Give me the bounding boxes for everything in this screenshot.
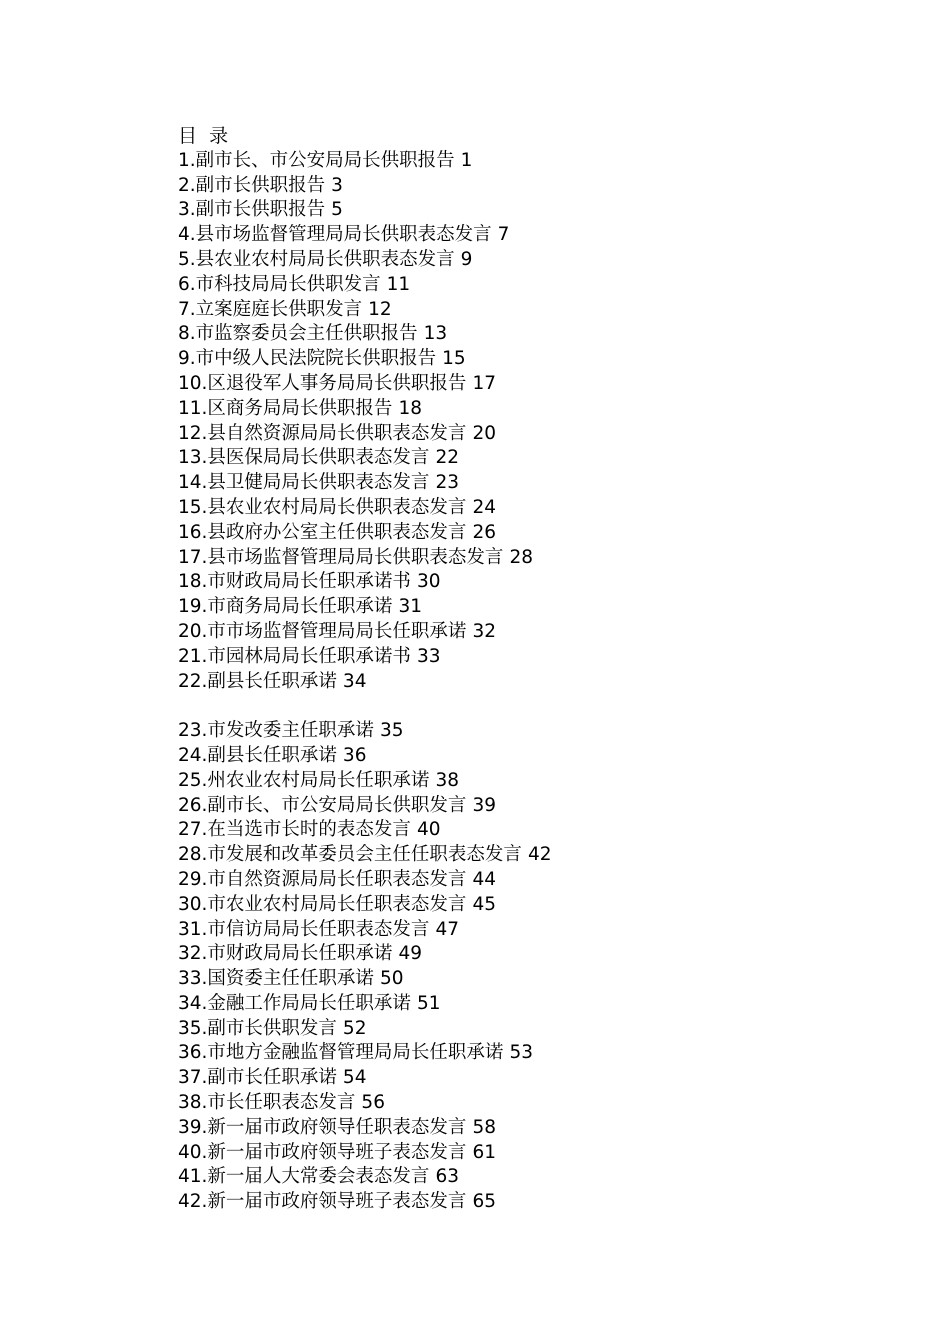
toc-entry-page-number: 31 [398,596,422,618]
toc-entry-title: 32.市财政局局长任职承诺 [178,943,393,965]
toc-entry-page-number: 28 [509,546,533,568]
toc-entry [178,223,918,248]
toc-entry [178,918,918,943]
toc-entry-page-number: 38 [435,769,459,791]
toc-entry [178,397,918,422]
toc-entry-title: 30.市农业农村局局长任职表态发言 [178,893,467,915]
toc-entry [178,422,918,447]
toc-entry-title: 31.市信访局局长任职表态发言 [178,918,430,940]
toc-entry [178,1041,918,1066]
toc-entry-page-number: 45 [472,893,496,915]
toc-entry-page-number: 40 [416,819,441,841]
toc-entry-title: 20.市市场监督管理局局长任职承诺 [178,620,467,642]
toc-entry [178,273,918,298]
toc-entry-title: 28.市发展和改革委员会主任任职表态发言 [178,844,522,866]
toc-entry-page-number: 26 [472,521,496,543]
toc-entry [178,174,918,199]
toc-entry-title: 16.县政府办公室主任供职表态发言 [178,521,467,543]
toc-entry-title: 24.副县长任职承诺 [178,744,337,766]
toc-entry-title: 35.副市长供职发言 [178,1017,337,1039]
toc-entry-title: 14.县卫健局局长供职表态发言 [178,472,430,494]
toc-entry-page-number: 9 [460,248,473,270]
table-of-contents [178,124,918,1215]
toc-entry [178,198,918,223]
toc-entry-title: 22.副县长任职承诺 [178,670,337,692]
toc-entry-page-number: 18 [398,397,422,419]
toc-entry [178,645,918,670]
toc-entry [178,1091,918,1116]
toc-entry-page-number: 54 [342,1067,367,1089]
toc-entry-page-number: 65 [472,1191,496,1213]
toc-entry-title: 1.副市长、市公安局局长供职报告 [178,149,455,171]
toc-entry-title: 25.州农业农村局局长任职承诺 [178,769,430,791]
toc-entry-title: 19.市商务局局长任职承诺 [178,596,393,618]
toc-entry-page-number: 12 [368,298,392,320]
toc-entry [178,670,918,695]
toc-entry [178,1165,918,1190]
toc-entry-title: 23.市发改委主任职承诺 [178,720,374,742]
toc-entry-title: 34.金融工作局局长任职承诺 [178,992,411,1014]
toc-entry-title: 27.在当选市长时的表态发言 [178,819,411,841]
toc-entry-title: 18.市财政局局长任职承诺书 [178,571,411,593]
toc-entry [178,1017,918,1042]
toc-entry-title: 9.市中级人民法院院长供职报告 [178,348,437,370]
toc-entry [178,471,918,496]
toc-entry-title: 10.区退役军人事务局局长供职报告 [178,372,467,394]
toc-entry-title: 4.县市场监督管理局局长供职表态发言 [178,224,492,246]
toc-entry [178,992,918,1017]
toc-entry [178,149,918,174]
toc-entry-page-number: 63 [435,1166,459,1188]
toc-entry [178,620,918,645]
toc-entry-title: 41.新一届人大常委会表态发言 [178,1166,430,1188]
toc-entry-page-number: 39 [472,794,496,816]
toc-entry-page-number: 61 [472,1141,496,1163]
toc-entry [178,595,918,620]
toc-entry-page-number: 56 [361,1092,385,1114]
toc-entry-page-number: 52 [342,1017,367,1039]
toc-entry-page-number: 7 [497,224,510,246]
toc-entry-page-number: 5 [331,199,343,221]
toc-entry-title: 29.市自然资源局局长任职表态发言 [178,868,467,890]
toc-entry [178,1141,918,1166]
toc-entry [178,967,918,992]
toc-entry [178,1190,918,1215]
toc-entry-page-number: 34 [342,670,367,692]
toc-entry-page-number: 53 [509,1042,533,1064]
toc-entry-title: 2.副市长供职报告 [178,174,326,196]
toc-entry [178,843,918,868]
toc-entry [178,248,918,273]
toc-entry-page-number: 3 [331,174,343,196]
toc-entry [178,719,918,744]
toc-entry-page-number: 50 [379,968,404,990]
toc-entry [178,1066,918,1091]
toc-entry-page-number: 42 [527,844,552,866]
toc-entry-page-number: 20 [472,422,496,444]
toc-entry [178,570,918,595]
toc-entry [178,372,918,397]
toc-entry [178,794,918,819]
toc-entry [178,347,918,372]
toc-entry-page-number: 23 [435,472,459,494]
toc-entry-title: 37.副市长任职承诺 [178,1067,337,1089]
toc-entry-title: 6.市科技局局长供职发言 [178,273,381,295]
toc-entry [178,1116,918,1141]
toc-entry-title: 21.市园林局局长任职承诺书 [178,645,411,667]
toc-entry-page-number: 11 [386,273,411,295]
toc-entry-title: 7.立案庭庭长供职发言 [178,298,363,320]
toc-entry-title: 26.副市长、市公安局局长供职发言 [178,794,467,816]
toc-entry-page-number: 36 [342,744,367,766]
toc-entry [178,496,918,521]
toc-entry [178,818,918,843]
toc-entry-title: 3.副市长供职报告 [178,199,326,221]
toc-entry-title: 33.国资委主任任职承诺 [178,968,374,990]
toc-entry-title: 12.县自然资源局局长供职表态发言 [178,422,467,444]
toc-entry-page-number: 30 [416,571,441,593]
toc-entry-page-number: 13 [423,323,448,345]
toc-entry [178,868,918,893]
toc-entry-page-number: 58 [472,1116,496,1138]
toc-entry-title: 13.县医保局局长供职表态发言 [178,447,430,469]
toc-entry-title: 42.新一届市政府领导班子表态发言 [178,1191,467,1213]
toc-entry-page-number: 32 [472,620,496,642]
toc-entry-title: 8.市监察委员会主任供职报告 [178,323,418,345]
toc-entry-page-number: 49 [398,943,422,965]
toc-entry-page-number: 22 [435,447,459,469]
toc-entry [178,322,918,347]
toc-entry [178,521,918,546]
toc-entry-title: 36.市地方金融监督管理局局长任职承诺 [178,1042,504,1064]
toc-entry-page-number: 17 [472,372,496,394]
toc-entry-page-number: 33 [416,645,441,667]
toc-entry-page-number: 15 [442,348,466,370]
toc-entry-title: 38.市长任职表态发言 [178,1092,356,1114]
toc-entry [178,942,918,967]
toc-entry-title: 40.新一届市政府领导班子表态发言 [178,1141,467,1163]
toc-entry-page-number: 35 [379,720,404,742]
toc-entry-title: 39.新一届市政府领导任职表态发言 [178,1116,467,1138]
toc-entry-page-number: 47 [435,918,459,940]
toc-entry [178,744,918,769]
toc-entry-title: 15.县农业农村局局长供职表态发言 [178,496,467,518]
toc-entry-title: 11.区商务局局长供职报告 [178,397,393,419]
toc-entry-page-number: 51 [416,992,441,1014]
toc-blank-line [178,694,918,719]
toc-entry-page-number: 1 [460,149,473,171]
toc-entry-page-number: 44 [472,868,496,890]
toc-entry [178,769,918,794]
toc-entry [178,893,918,918]
toc-entry [178,298,918,323]
toc-entry-title: 17.县市场监督管理局局长供职表态发言 [178,546,504,568]
toc-title: 目 录 [178,125,229,147]
toc-entry [178,546,918,571]
toc-list [178,149,918,1215]
toc-entry-page-number: 24 [472,496,496,518]
toc-entry-title: 5.县农业农村局局长供职表态发言 [178,248,455,270]
toc-entry [178,446,918,471]
